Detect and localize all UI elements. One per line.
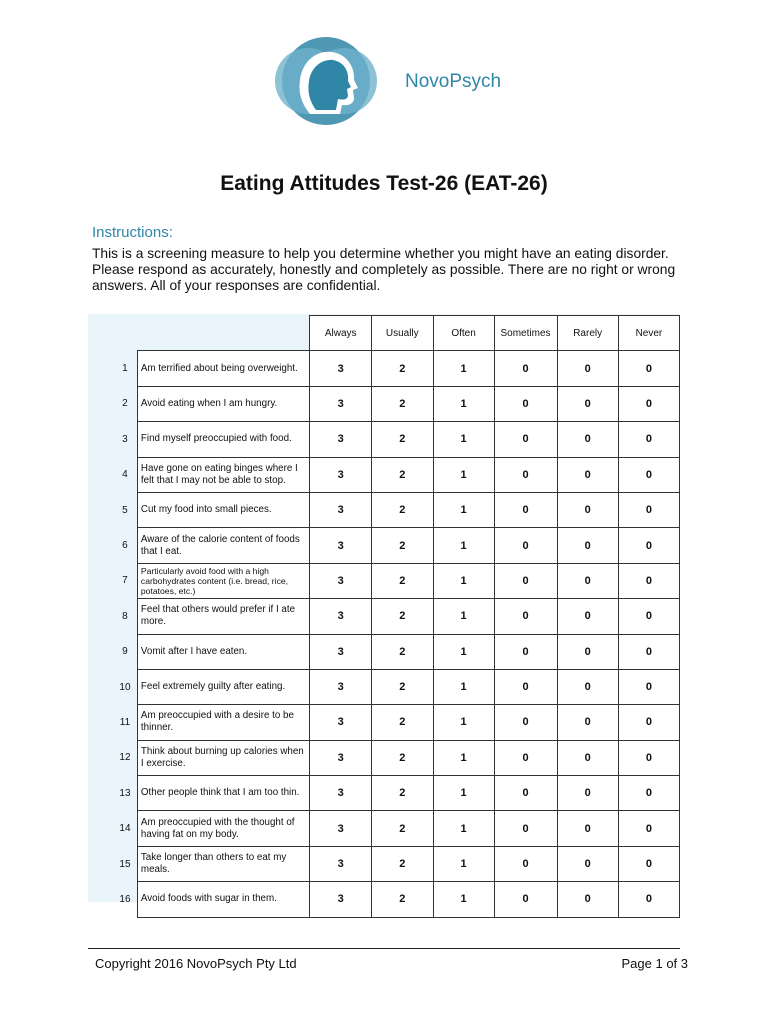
table-row <box>113 457 680 492</box>
score-cell-never[interactable]: 0 <box>618 705 679 740</box>
score-cell-sometimes[interactable]: 0 <box>494 811 557 846</box>
table-row <box>113 669 680 704</box>
score-cell-never[interactable]: 0 <box>618 422 679 457</box>
item-number: 14 <box>119 823 131 835</box>
item-number: 8 <box>122 610 128 622</box>
item-number: 2 <box>122 398 128 410</box>
score-cell-often[interactable]: 1 <box>433 422 494 457</box>
score-cell-never[interactable]: 0 <box>618 634 679 669</box>
score-cell-always[interactable]: 3 <box>310 705 372 740</box>
score-cell-rarely[interactable]: 0 <box>557 811 618 846</box>
table-row <box>113 634 680 669</box>
score-cell-usually[interactable]: 2 <box>371 422 433 457</box>
column-header-never: Never <box>618 316 679 351</box>
score-cell-sometimes[interactable]: 0 <box>494 846 557 881</box>
table-row <box>113 422 680 457</box>
score-cell-never[interactable]: 0 <box>618 776 679 811</box>
score-cell-rarely[interactable]: 0 <box>557 776 618 811</box>
item-text: Am terrified about being overweight. <box>137 351 310 386</box>
score-cell-often[interactable]: 1 <box>433 882 494 917</box>
score-cell-usually[interactable]: 2 <box>371 634 433 669</box>
item-text: Cut my food into small pieces. <box>137 492 310 527</box>
questionnaire-table <box>113 315 680 918</box>
score-cell-often[interactable]: 1 <box>433 528 494 563</box>
item-number: 16 <box>119 893 131 905</box>
score-cell-rarely[interactable]: 0 <box>557 669 618 704</box>
score-cell-sometimes[interactable]: 0 <box>494 599 557 634</box>
score-cell-rarely[interactable]: 0 <box>557 740 618 775</box>
score-cell-sometimes[interactable]: 0 <box>494 351 557 386</box>
score-cell-usually[interactable]: 2 <box>371 492 433 527</box>
score-cell-sometimes[interactable]: 0 <box>494 669 557 704</box>
score-cell-usually[interactable]: 2 <box>371 740 433 775</box>
score-cell-often[interactable]: 1 <box>433 599 494 634</box>
score-cell-often[interactable]: 1 <box>433 846 494 881</box>
score-cell-sometimes[interactable]: 0 <box>494 386 557 421</box>
score-cell-rarely[interactable]: 0 <box>557 634 618 669</box>
score-cell-never[interactable]: 0 <box>618 492 679 527</box>
score-cell-always[interactable]: 3 <box>310 669 372 704</box>
column-header-usually: Usually <box>371 316 433 351</box>
item-text: Particularly avoid food with a high carbohydrates content (i.e. bread, rice, potatoes, etc.) <box>137 563 310 598</box>
score-cell-sometimes[interactable]: 0 <box>494 776 557 811</box>
item-text: Other people think that I am too thin. <box>137 776 310 811</box>
score-cell-usually[interactable]: 2 <box>371 563 433 598</box>
item-text: Feel that others would prefer if I ate more. <box>137 599 310 634</box>
footer-copyright: Copyright 2016 NovoPsych Pty Ltd <box>95 956 297 971</box>
item-text: Vomit after I have eaten. <box>137 634 310 669</box>
score-cell-usually[interactable]: 2 <box>371 846 433 881</box>
footer-page-number: Page 1 of 3 <box>621 956 688 971</box>
score-cell-rarely[interactable]: 0 <box>557 386 618 421</box>
item-number: 7 <box>122 575 128 587</box>
score-cell-usually[interactable]: 2 <box>371 528 433 563</box>
score-cell-never[interactable]: 0 <box>618 846 679 881</box>
score-cell-always[interactable]: 3 <box>310 351 372 386</box>
score-cell-sometimes[interactable]: 0 <box>494 422 557 457</box>
item-number: 6 <box>122 540 128 552</box>
score-cell-often[interactable]: 1 <box>433 386 494 421</box>
item-text: Am preoccupied with the thought of having fat on my body. <box>137 811 310 846</box>
table-row <box>113 528 680 563</box>
column-header-rarely: Rarely <box>557 316 618 351</box>
score-cell-always[interactable]: 3 <box>310 563 372 598</box>
score-cell-usually[interactable]: 2 <box>371 811 433 846</box>
score-cell-often[interactable]: 1 <box>433 776 494 811</box>
score-cell-rarely[interactable]: 0 <box>557 563 618 598</box>
item-text: Am preoccupied with a desire to be thinner. <box>137 705 310 740</box>
score-cell-always[interactable]: 3 <box>310 528 372 563</box>
score-cell-often[interactable]: 1 <box>433 811 494 846</box>
item-text: Find myself preoccupied with food. <box>137 422 310 457</box>
page-title: Eating Attitudes Test-26 (EAT-26) <box>220 172 548 195</box>
score-cell-always[interactable]: 3 <box>310 776 372 811</box>
score-cell-sometimes[interactable]: 0 <box>494 634 557 669</box>
score-cell-always[interactable]: 3 <box>310 634 372 669</box>
score-cell-never[interactable]: 0 <box>618 882 679 917</box>
score-cell-always[interactable]: 3 <box>310 740 372 775</box>
score-cell-never[interactable]: 0 <box>618 599 679 634</box>
score-cell-never[interactable]: 0 <box>618 563 679 598</box>
score-cell-usually[interactable]: 2 <box>371 669 433 704</box>
score-cell-rarely[interactable]: 0 <box>557 528 618 563</box>
score-cell-rarely[interactable]: 0 <box>557 492 618 527</box>
score-cell-never[interactable]: 0 <box>618 351 679 386</box>
table-body <box>113 351 680 917</box>
item-number: 5 <box>122 504 128 516</box>
column-header-often: Often <box>433 316 494 351</box>
score-cell-sometimes[interactable]: 0 <box>494 882 557 917</box>
item-text: Aware of the calorie content of foods that I eat. <box>137 528 310 563</box>
score-cell-rarely[interactable]: 0 <box>557 599 618 634</box>
item-number: 4 <box>122 469 128 481</box>
item-number: 1 <box>122 363 128 375</box>
score-cell-always[interactable]: 3 <box>310 386 372 421</box>
score-cell-rarely[interactable]: 0 <box>557 422 618 457</box>
score-cell-always[interactable]: 3 <box>310 811 372 846</box>
item-number: 13 <box>119 787 131 799</box>
score-cell-sometimes[interactable]: 0 <box>494 457 557 492</box>
score-cell-usually[interactable]: 2 <box>371 882 433 917</box>
item-number: 10 <box>119 681 131 693</box>
column-header-always: Always <box>310 316 372 351</box>
item-number: 11 <box>119 716 131 728</box>
score-cell-never[interactable]: 0 <box>618 386 679 421</box>
table-row <box>113 351 680 386</box>
score-cell-always[interactable]: 3 <box>310 846 372 881</box>
item-text: Take longer than others to eat my meals. <box>137 846 310 881</box>
table-header-row <box>113 316 680 351</box>
score-cell-never[interactable]: 0 <box>618 811 679 846</box>
score-cell-usually[interactable]: 2 <box>371 776 433 811</box>
table-row <box>113 740 680 775</box>
score-cell-sometimes[interactable]: 0 <box>494 528 557 563</box>
score-cell-rarely[interactable]: 0 <box>557 846 618 881</box>
item-text: Feel extremely guilty after eating. <box>137 669 310 704</box>
item-number: 12 <box>119 752 131 764</box>
header-blank <box>137 316 310 351</box>
score-cell-always[interactable]: 3 <box>310 422 372 457</box>
score-cell-always[interactable]: 3 <box>310 882 372 917</box>
item-number: 9 <box>122 646 128 658</box>
score-cell-often[interactable]: 1 <box>433 563 494 598</box>
score-cell-often[interactable]: 1 <box>433 351 494 386</box>
table-row <box>113 882 680 917</box>
item-number: 3 <box>122 433 128 445</box>
item-text: Have gone on eating binges where I felt that I may not be able to stop. <box>137 457 310 492</box>
table-row <box>113 811 680 846</box>
score-cell-never[interactable]: 0 <box>618 457 679 492</box>
header-blank <box>113 316 137 351</box>
score-cell-usually[interactable]: 2 <box>371 705 433 740</box>
novopsych-logo-icon <box>272 34 380 130</box>
item-text: Think about burning up calories when I exercise. <box>137 740 310 775</box>
score-cell-sometimes[interactable]: 0 <box>494 563 557 598</box>
score-cell-rarely[interactable]: 0 <box>557 882 618 917</box>
score-cell-rarely[interactable]: 0 <box>557 705 618 740</box>
table-row <box>113 705 680 740</box>
score-cell-usually[interactable]: 2 <box>371 386 433 421</box>
table-row <box>113 776 680 811</box>
questionnaire-table-panel <box>88 314 680 906</box>
score-cell-sometimes[interactable]: 0 <box>494 705 557 740</box>
footer-divider <box>88 948 680 949</box>
score-cell-usually[interactable]: 2 <box>371 599 433 634</box>
table-row <box>113 386 680 421</box>
score-cell-never[interactable]: 0 <box>618 669 679 704</box>
score-cell-sometimes[interactable]: 0 <box>494 492 557 527</box>
score-cell-often[interactable]: 1 <box>433 669 494 704</box>
brand-name: NovoPsych <box>405 71 502 92</box>
item-text: Avoid foods with sugar in them. <box>137 882 310 917</box>
score-cell-often[interactable]: 1 <box>433 740 494 775</box>
item-number: 15 <box>119 858 131 870</box>
instructions-heading: Instructions: <box>92 224 173 241</box>
score-cell-sometimes[interactable]: 0 <box>494 740 557 775</box>
score-cell-often[interactable]: 1 <box>433 457 494 492</box>
score-cell-never[interactable]: 0 <box>618 740 679 775</box>
score-cell-usually[interactable]: 2 <box>371 457 433 492</box>
score-cell-rarely[interactable]: 0 <box>557 457 618 492</box>
column-header-sometimes: Sometimes <box>494 316 557 351</box>
table-row <box>113 492 680 527</box>
score-cell-always[interactable]: 3 <box>310 492 372 527</box>
score-cell-often[interactable]: 1 <box>433 634 494 669</box>
table-row <box>113 846 680 881</box>
score-cell-usually[interactable]: 2 <box>371 351 433 386</box>
score-cell-never[interactable]: 0 <box>618 528 679 563</box>
item-text: Avoid eating when I am hungry. <box>137 386 310 421</box>
table-row <box>113 563 680 598</box>
table-row <box>113 599 680 634</box>
score-cell-always[interactable]: 3 <box>310 599 372 634</box>
score-cell-rarely[interactable]: 0 <box>557 351 618 386</box>
score-cell-often[interactable]: 1 <box>433 705 494 740</box>
score-cell-always[interactable]: 3 <box>310 457 372 492</box>
score-cell-often[interactable]: 1 <box>433 492 494 527</box>
instructions-text: This is a screening measure to help you determine whether you might have an eating disorder. Please respond as accurately, honestly and completely as possible. There are no right or wrong answers. All of your responses are confidential. <box>92 246 676 293</box>
